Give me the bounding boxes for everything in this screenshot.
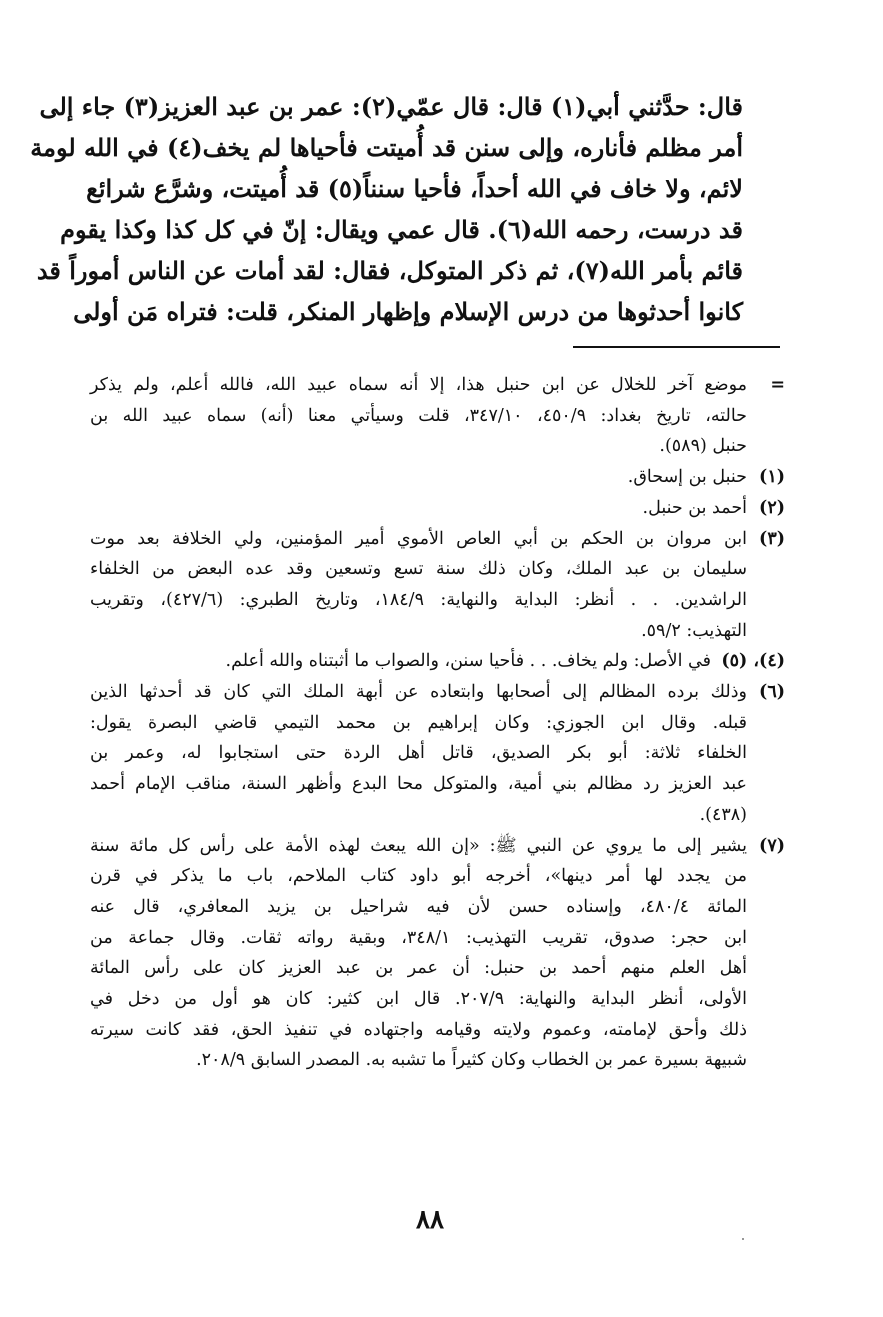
footnote-line: قبله. وقال ابن الجوزي: وكان إبراهيم بن محمد التيمي قاضي البصرة يقول: [90,712,747,733]
footnote-6 [90,677,785,831]
footnote-line: (٤٣٨). [699,804,747,825]
footnote-line: أهل العلم منهم أحمد بن حنبل: أن عمر بن عبد العزيز كان على رأس المائة [90,958,747,979]
footnote-line: أحمد بن حنبل. [642,497,747,518]
main-text-line: لائم، ولا خاف في الله أحداً، فأحيا سنناً(٥) قد أُميتت، وشرَّع شرائع [86,174,743,203]
footnote-2 [90,493,785,524]
footnote-1 [90,462,785,493]
footnote-marker: (١) [759,467,785,488]
footnote-line: ابن مروان بن الحكم بن أبي العاص الأموي أمير المؤمنين، ولي الخلافة بعد موت [90,528,747,549]
footnote-line: يشير إلى ما يروي عن النبي ﷺ: «إن الله يبعث لهذه الأمة على رأس كل مائة سنة [90,835,747,856]
scan-speck [742,1238,744,1240]
footnote-marker: (٣) [759,528,785,549]
footnote-7 [90,831,785,1077]
main-text-line: قد درست، رحمه الله(٦). قال عمي ويقال: إنّ في كل كذا وكذا يقوم [60,215,743,244]
footnote-line: حنبل بن إسحاق. [627,467,747,488]
main-text-line: كانوا أحدثوها من درس الإسلام وإظهار المنكر، قلت: فتراه مَن أولى [73,297,743,326]
main-body-text [30,86,743,332]
footnote-line: المائة ٤٨٠/٤، وإسناده حسن لأن فيه شراحيل بن يزيد المعافري، قال عنه [90,896,747,917]
footnote-line: من يجدد لها أمر دينها»، أخرجه أبو داود كتاب الملاحم، باب ما يذكر في قرن [90,866,747,887]
footnote-line: ذلك وأحق لإمامته، وعموم ولايته وقيامه واجتهاده في تنفيذ الحق، فقد كانت سيرته [90,1019,747,1040]
footnote-line: سليمان بن عبد الملك، وكان ذلك سنة تسع وتسعين وقد عده البعض من الخلفاء [90,559,747,580]
page-number: ٨٨ [416,1205,444,1235]
footnote-line: حنبل (٥٨٩). [659,436,747,457]
footnote-line: التهذيب: ٥٩/٢. [641,620,747,641]
footnote-line: الأولى، أنظر البداية والنهاية: ٢٠٧/٩. قال ابن كثير: كان هو أول من دخل في [90,989,747,1010]
footnote-line: الراشدين. . . أنظر: البداية والنهاية: ١٨٤/٩، وتاريخ الطبري: (٤٢٧/٦)، وتقريب [90,589,747,610]
footnote-marker: (٤)، (٥) [721,651,785,672]
footnote-continuation [90,370,785,462]
footnotes-section [90,370,785,1076]
footnote-line: في الأصل: ولم يخاف. . . فأحيا سنن، والصواب ما أثبتناه والله أعلم. [225,651,711,672]
main-text-line: أمر مظلم فأناره، وإلى سنن قد أُميتت فأحياها لم يخف(٤) في الله لومة [30,133,743,162]
main-text-line: قال: حدَّثني أبي(١) قال: قال عمّي(٢): عمر بن عبد العزيز(٣) جاء إلى [39,92,743,121]
footnote-line: موضع آخر للخلال عن ابن حنبل هذا، إلا أنه سماه عبيد الله، فالله أعلم، ولم يذكر [90,375,747,395]
footnote-line: عبد العزيز رد مظالم بني أمية، والمتوكل محا البدع وأظهر السنة، مناقب الإمام أحمد [90,774,747,795]
footnote-marker: (٢) [759,497,785,518]
footnote-line: شبيهة بسيرة عمر بن الخطاب وكان كثيراً ما تشبه به. المصدر السابق ٢٠٨/٩. [196,1050,747,1071]
footnote-marker: = [770,375,785,395]
footnote-marker: (٦) [759,682,785,703]
main-text-line: قائم بأمر الله(٧)، ثم ذكر المتوكل، فقال: لقد أمات عن الناس أموراً قد [36,256,743,285]
footnote-line: الخلفاء ثلاثة: أبو بكر الصديق، قاتل أهل الردة حتى استجابوا له، وعمر بن [90,743,747,764]
footnote-divider [573,346,780,348]
footnote-marker: (٧) [759,835,785,856]
footnote-4-5 [90,646,785,677]
footnote-3 [90,524,785,647]
footnote-line: ابن حجر: صدوق، تقريب التهذيب: ٣٤٨/١، وبقية رواته ثقات. وقال جماعة من [90,927,748,948]
footnote-line: حالته، تاريخ بغداد: ٤٥٠/٩، ٣٤٧/١٠، قلت وسيأتي معنا (أنه) سماه عبيد الله بن [90,405,747,426]
footnote-line: وذلك برده المظالم إلى أصحابها وابتعاده عن أبهة الملك التي كان قد أحدثها الذين [90,682,747,703]
